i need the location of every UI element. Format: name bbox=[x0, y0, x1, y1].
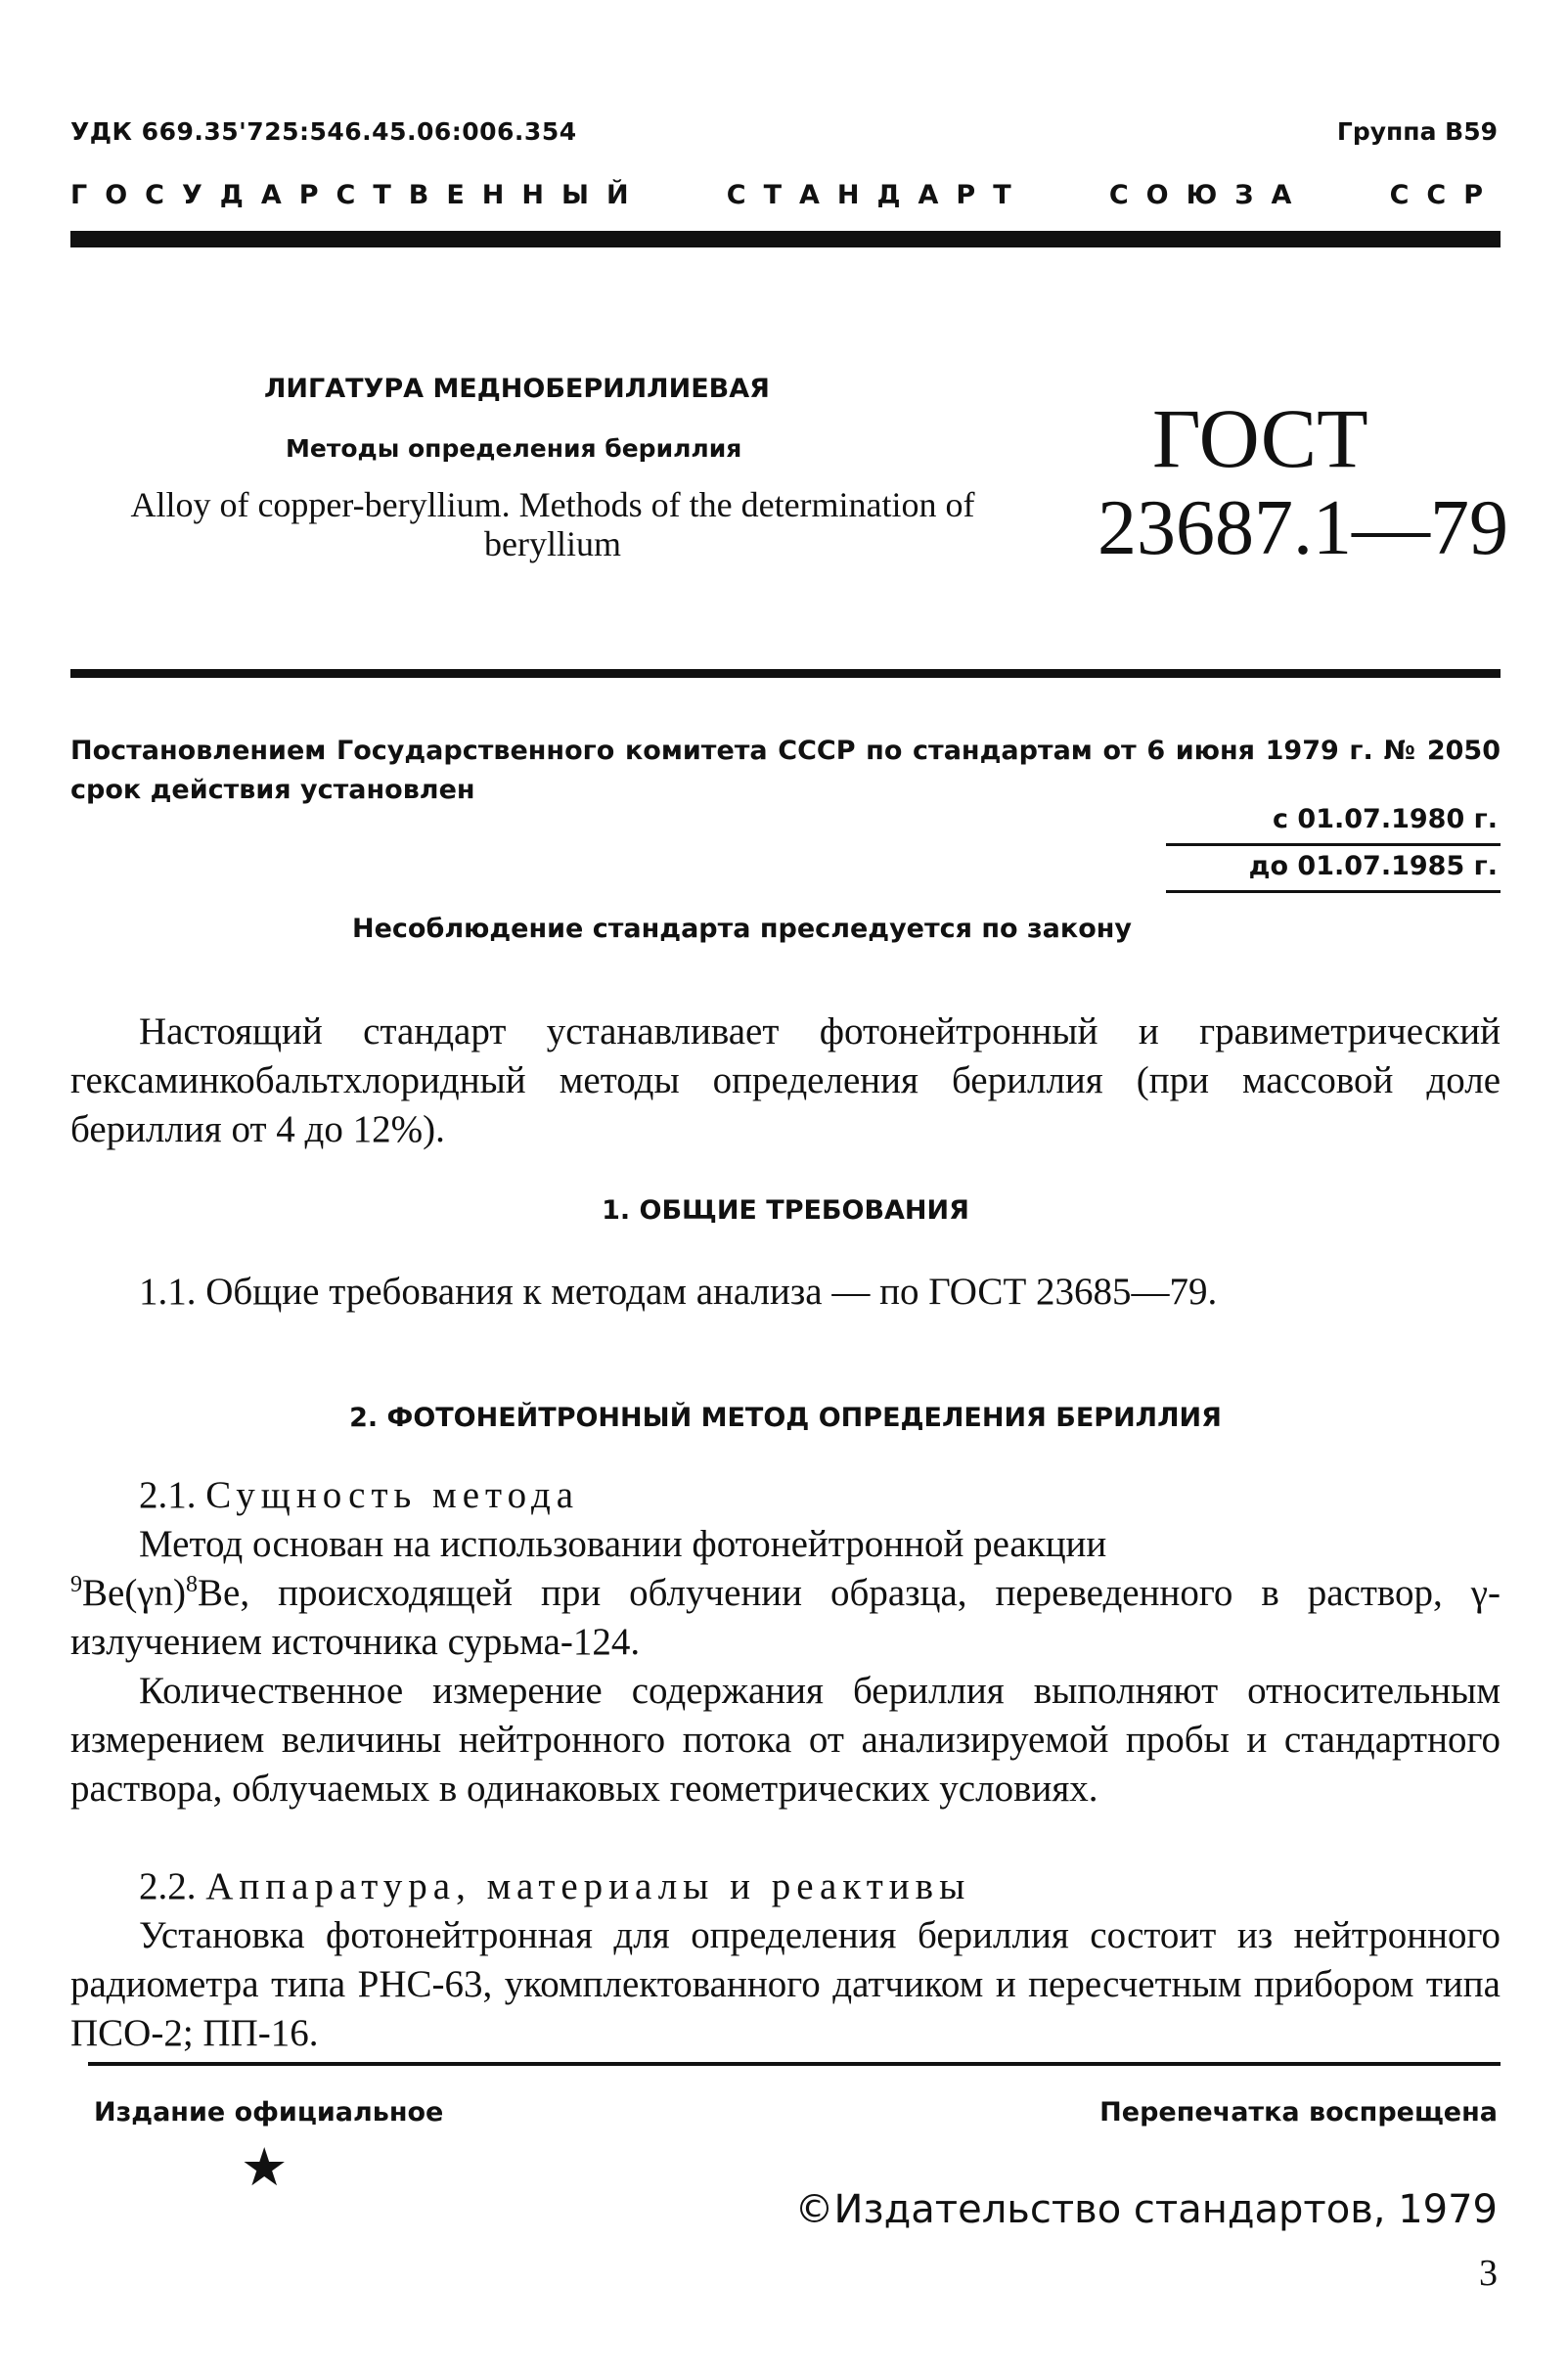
top-divider bbox=[70, 231, 1501, 247]
gov-word-2: СТАНДАРТ bbox=[726, 180, 1029, 210]
gov-word-3: СОЮЗА bbox=[1108, 180, 1310, 210]
date-underline-1 bbox=[1166, 843, 1501, 846]
title-english: Alloy of copper-beryllium. Methods of the determination of beryllium bbox=[130, 485, 975, 563]
group-code: Группа В59 bbox=[1336, 117, 1498, 146]
paragraph-2-2-heading bbox=[70, 1862, 1501, 1911]
date-to: до 01.07.1985 г. bbox=[1248, 851, 1498, 881]
page-number: 3 bbox=[1479, 2253, 1498, 2294]
gov-word-1: ГОСУДАРСТВЕННЫЙ bbox=[70, 180, 647, 210]
gov-word-4: ССР bbox=[1389, 180, 1501, 210]
paragraph-1-1: 1.1. Общие требования к методам анализа — по ГОСТ 23685—79. bbox=[139, 1271, 1218, 1313]
gost-number: 23687.1—79 bbox=[1098, 485, 1508, 571]
p21-sup-9: 9 bbox=[70, 1572, 82, 1597]
paragraph-2-1-b: Количественное измерение содержания бериллия выполняют относительным измерением величины нейтронного потока от анализируемой пробы и стандартного раствора, облучаемых в одинаковых геометрических условиях. bbox=[70, 1670, 1501, 1810]
paragraph-2-1-heading bbox=[70, 1471, 1501, 1520]
middle-divider bbox=[70, 669, 1501, 678]
title-russian: ЛИГАТУРА МЕДНОБЕРИЛЛИЕВАЯ bbox=[264, 374, 770, 404]
p21-a-pre: Метод основан на использовании фотонейтронной реакции bbox=[139, 1523, 1107, 1565]
date-underline-2 bbox=[1166, 890, 1501, 893]
p21-sup-8: 8 bbox=[186, 1572, 199, 1597]
bottom-divider bbox=[88, 2062, 1501, 2066]
p21-title: Сущность метода bbox=[205, 1474, 580, 1516]
decree-text: Постановлением Государственного комитета СССР по стандартам от 6 июня 1979 г. № 2050 срок действия установлен bbox=[70, 736, 1501, 805]
star-icon: ★ bbox=[241, 2136, 289, 2198]
paragraph-2-2-a: Установка фотонейтронная для определения бериллия состоит из нейтронного радиометра типа РНС-63, укомплектованного датчиком и пересчетным прибором типа ПСО-2; ПП-16. bbox=[70, 1914, 1501, 2054]
legal-notice: Несоблюдение стандарта преследуется по закону bbox=[352, 914, 1133, 944]
publisher-copyright: ©Издательство стандартов, 1979 bbox=[794, 2187, 1498, 2232]
paragraph-2-1-a bbox=[70, 1520, 1501, 1667]
p21-number: 2.1. bbox=[139, 1474, 197, 1516]
p21-a-post: Be, происходящей при облучении образца, переведенного в раствор, γ-излучением источника сурьма-124. bbox=[70, 1572, 1501, 1663]
p22-number: 2.2. bbox=[139, 1865, 197, 1907]
gov-standard-heading bbox=[70, 180, 1501, 210]
reprint-prohibited: Перепечатка воспрещена bbox=[1099, 2097, 1498, 2128]
p22-title: Аппаратура, материалы и реактивы bbox=[205, 1865, 971, 1907]
udk-code: УДК 669.35'725:546.45.06:006.354 bbox=[70, 117, 577, 146]
gost-label: ГОСТ bbox=[1152, 391, 1368, 485]
section-2-title: 2. ФОТОНЕЙТРОННЫЙ МЕТОД ОПРЕДЕЛЕНИЯ БЕРИЛЛИЯ bbox=[349, 1403, 1222, 1433]
official-edition: Издание официальное bbox=[94, 2097, 444, 2128]
date-from: с 01.07.1980 г. bbox=[1273, 804, 1498, 834]
subtitle-russian: Методы определения бериллия bbox=[286, 434, 742, 463]
p21-be-reaction: Be(γn) bbox=[82, 1572, 187, 1614]
intro-paragraph: Настоящий стандарт устанавливает фотонейтронный и гравиметрический гексаминкобальтхлоридный методы определения бериллия (при массовой доле бериллия от 4 до 12%). bbox=[70, 1010, 1501, 1150]
section-1-title: 1. ОБЩИЕ ТРЕБОВАНИЯ bbox=[602, 1195, 969, 1226]
